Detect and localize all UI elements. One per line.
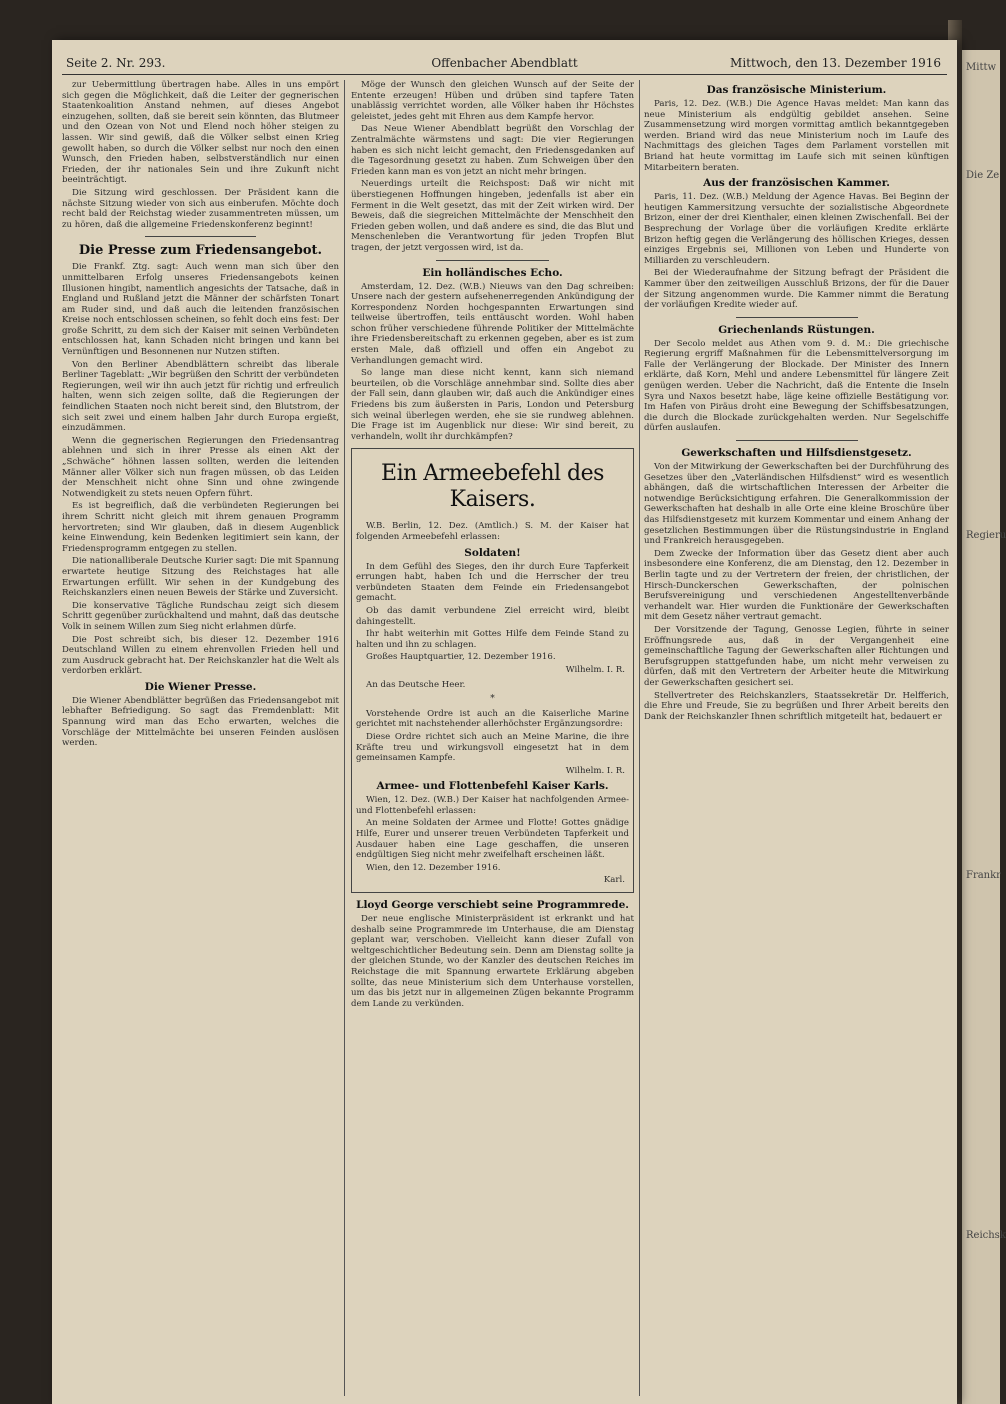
divider [736, 440, 858, 441]
article-paragraph: Bei der Wiederaufnahme der Sitzung befragt der Präsident die Kammer über den zeitweiligen Ausschluß Brizons, der für die Dauer der Sitzung angenommen wurde. Die Kammer nimmt die Beratung der vorläufigen Kredite wieder auf. [644, 268, 949, 311]
article-paragraph: Paris, 11. Dez. (W.B.) Meldung der Agence Havas. Bei Beginn der heutigen Kammersitzung versuchte der sozialistische Abgeordnete Brizon, einer der drei Kienthaler, einen kleinen Zwischenfall. Bei der Besprechung der Vorlage über die vorläufigen Kredite erklärte Brizon heftig gegen die Verlängerung des höllischen Krieges, dessen einziges Ergebnis sei, Millionen von Leben und Hunderte von Milliarden zu verschleudern. [644, 192, 949, 266]
article-paragraph: Die konservative Tägliche Rundschau zeigt sich diesem Schritt gegenüber zurückhaltend und mahnt, daß das deutsche Volk in seinem Willen zum Sieg nicht erlahmen dürfe. [62, 600, 339, 632]
newspaper-title: Offenbacher Abendblatt [431, 56, 578, 70]
article-paragraph: Möge der Wunsch den gleichen Wunsch auf der Seite der Entente erzeugen! Hüben und drüben sind tapfere Taten unablässig verrichtet worden, alle Völker haben ihr Höchstes geleistet, jedes geht mit Ehren aus dem Kampfe hervor. [351, 80, 634, 122]
article-paragraph: In dem Gefühl des Sieges, den ihr durch Eure Tapferkeit errungen habt, haben Ich und die Herrscher der treu verbündeten Staaten dem Feinde ein Friedensangebot gemacht. [356, 561, 629, 604]
article-paragraph: Neuerdings urteilt die Reichspost: Daß wir nicht mit überstiegenen Hoffnungen hingeben, jedenfalls ist aber ein Ferment in die Welt gesetzt, das mit der Zeit wirken wird. Der Beweis, daß die siegreichen Mittelmächte der Menschheit den Frieden geben wollen, und daß andere es sind, die das Blut und Menschenleben die Verantwortung für jeden Tropfen Blut tragen, der jetzt vergossen wird, ist da. [351, 179, 634, 253]
page-header [62, 54, 947, 75]
article-paragraph: Der neue englische Ministerpräsident ist erkrankt und hat deshalb seine Programmrede im Unterhause, die am Dienstag geplant war, verschoben. Vielleicht kann dieser Zufall von weltgeschichtlicher Bedeutung sein. Denn am Dienstag sollte ja der gleichen Stunde, wo der Kanzler des deutschen Reiches im Reichstage die mit Spannung erwartete Erklärung abgeben sollte, das neue Ministerium sich dem Unterhause vorstellen, um das bis jetzt nur in allgemeinen Zügen bekannte Programm dem Lande zu verkünden. [351, 914, 634, 1009]
adjacent-page-fragment: Die Ze [966, 170, 1000, 181]
adjacent-page-fragment: Reichsk [966, 1230, 1006, 1241]
adjacent-page-fragment: Mittw [966, 62, 997, 73]
signature-wilhelm: Wilhelm. I. R. [565, 664, 625, 675]
article-paragraph: Wenn die gegnerischen Regierungen den Friedensantrag ablehnen und sich in ihrer Presse als einen Akt der „Schwäche“ höhnen lassen sollten, werden die leitenden Männer aller Völker sich nun fragen müssen, ob das Leiden der Menschheit nicht ohne Sinn und ohne zwingende Notwendigkeit zu stets neuen Opfern führt. [62, 435, 339, 499]
article-paragraph: Die nationalliberale Deutsche Kurier sagt: Die mit Spannung erwartete heutige Sitzung des Reichstages hat alle Erwartungen erfüllt. Wir sehen in der Kundgebung des Reichskanzlers einen neuen Beweis der Stärke und Zuversicht. [62, 556, 339, 599]
article-paragraph: Die Frankf. Ztg. sagt: Auch wenn man sich über den unmittelbaren Erfolg unseres Friedensangebots keinen Illusionen hingibt, namentlich angesichts der Tatsache, daß in England und Rußland jetzt die Männer der schärfsten Tonart am Ruder sind, und daß auch die leitenden französischen Kreise noch entschlossen scheinen, so fehlt doch eins fest: Der große Schritt, zu dem sich der Kaiser mit seinen Verbündeten entschlossen hat, kann Schaden nicht bringen und kann bei Vernünftigen und Besonnenen nur Nutzen stiften. [62, 262, 339, 358]
armeebefehl-box [351, 448, 634, 893]
article-paragraph: Von der Mitwirkung der Gewerkschaften bei der Durchführung des Gesetzes über den „Vaterländischen Hilfsdienst“ wird es wesentlich abhängen, daß die wirtschaftlichen Interessen der Arbeiter die notwendige Berücksichtigung erfahren. Die Generalkommission der Gewerkschaften hat deshalb in alle Orte eine kleine Broschüre über das Hilfsdienstgesetz mit kurzem Kommentar und einem Anhang der gesetzlichen Bestimmungen über die Rüstungsindustrie in England und Frankreich herausgegeben. [644, 462, 949, 547]
column-1 [62, 80, 339, 1396]
article-paragraph: Diese Ordre richtet sich auch an Meine Marine, die ihre Kräfte treu und wirkungsvoll eingesetzt hat in dem gemeinsamen Kampfe. [356, 731, 629, 764]
article-paragraph: zur Uebermittlung übertragen habe. Alles in uns empört sich gegen die Möglichkeit, daß die Leiter der gegnerischen Staatenkoalition Anstand nehmen, auf dieses Angebot einzugehen, sollten, daß sie bereit sein könnten, das Blutmeer und den Ozean von Not und Elend noch höher steigen zu lassen. Wir sind gewiß, daß die Völker selbst einen Krieg gewollt haben, so durch die Völker selbst nur noch den einen Wunsch, den Frieden haben, selbstverständlich nur einen Frieden, der ihr nationales Sein und ihre Zukunft nicht beeinträchtigt. [62, 80, 339, 186]
dateline: Großes Hauptquartier, 12. Dezember 1916. [366, 652, 556, 663]
divider [736, 317, 858, 318]
newspaper-page [52, 40, 957, 1404]
headline-kaiser-karl: Armee- und Flottenbefehl Kaiser Karls. [376, 780, 609, 793]
headline-hollaendisches-echo: Ein holländisches Echo. [422, 266, 563, 279]
headline-griechenland: Griechenlands Rüstungen. [718, 323, 875, 336]
article-paragraph: Dem Zwecke der Information über das Gesetz dient aber auch insbesondere eine Konferenz, die am Dienstag, den 12. Dezember in Berlin tagte und zu der Vertretern der freien, der christlichen, der Hirsch-Dunckerschen Gewerkschaften, der polnischen Berufsvereinigung und verschiedenen Angestelltenverbände verhandelt war. Hier wurden die Funktionäre der Gewerkschaften mit dem Gesetz näher vertraut gemacht. [644, 548, 949, 623]
article-paragraph: Der Vorsitzende der Tagung, Genosse Legien, führte in seiner Eröffnungsrede aus, daß in der Vergangenheit eine gemeinschaftliche Tagung der Gewerkschaften aller Richtungen und Berufsgruppen stattgefunden habe, um nicht mehr verweisen zu dürfen, daß mit den Vertretern der Arbeiter heute die Mitwirkung der Gewerkschaften gesichert sei. [644, 624, 949, 688]
article-paragraph: Das Neue Wiener Abendblatt begrüßt den Vorschlag der Zentralmächte wärmstens und sagt: Die vier Regierungen haben es sich nicht leicht gemacht, den Friedensgedanken auf die Tagesordnung gesetzt zu haben. Zum Schweigen über den Frieden kann man es von jetzt an nicht mehr bringen. [351, 124, 634, 177]
headline-lloyd-george: Lloyd George verschiebt seine Programmrede. [356, 899, 629, 912]
adjacent-page-fragment: Frankr [966, 870, 1001, 881]
article-paragraph: Der Secolo meldet aus Athen vom 9. d. M.: Die griechische Regierung ergriff Maßnahmen für die Lebensmittelversorgung im Falle der Verlängerung der Blockade. Der Minister des Innern erklärte, daß Korn, Mehl und andere Lebensmittel für längere Zeit genügen werden. Ueber die Nachricht, daß die Entente die Inseln Syra und Naxos besetzt habe, läge keine offizielle Bestätigung vor. Im Hafen von Piräus droht eine Bewegung der Schiffsbesatzungen, die durch die Blockade zurückgehalten werden. Nur Segelschiffe dürfen auslaufen. [644, 338, 949, 434]
article-paragraph: Ihr habt weiterhin mit Gottes Hilfe dem Feinde Stand zu halten und ihn zu schlagen. [356, 629, 629, 650]
column-divider [344, 80, 345, 1396]
dateline: Wien, den 12. Dezember 1916. [366, 862, 501, 873]
adjacent-page-edge [962, 50, 1006, 1404]
signature-wilhelm: Wilhelm. I. R. [565, 765, 625, 776]
headline-gewerkschaften: Gewerkschaften und Hilfsdienstgesetz. [681, 447, 912, 460]
article-paragraph: So lange man diese nicht kennt, kann sich niemand beurteilen, ob die Vorschläge annehmbar sind. Sollte dies aber der Fall sein, dann glauben wir, daß auch die Ankündiger eines Friedens bis zum äußersten in Paris, London und Petersburg sich weinal überlegen werden, ehe sie sie rundweg ablehnen. Die Frage ist im Augenblick nur diese: Wir sind bereit, zu verhandeln, wollt ihr durchkämpfen? [351, 368, 634, 442]
article-paragraph: Vorstehende Ordre ist auch an die Kaiserliche Marine gerichtet mit nachstehender allerhöchster Ergänzungsordre: [356, 708, 629, 730]
article-paragraph: Amsterdam, 12. Dez. (W.B.) Nieuws van den Dag schreiben: Unsere nach der gestern aufsehenerregenden Ankündigung der Korrespondenz Norden hochgespannten Erwartungen sind teilweise übertroffen, teils enttäuscht worden. Wohl haben schon früher verschiedene führende Politiker der Mittelmächte ihre Friedensbereitschaft zu erkennen gegeben, aber es ist zum ersten Male, daß offiziell und offen ein Angebot zu Verhandlungen gemacht wird. [351, 281, 634, 366]
salutation: Soldaten! [464, 546, 521, 559]
article-paragraph: Die Post schreibt sich, bis dieser 12. Dezember 1916 Deutschland Willen zu einem ehrenvollen Frieden hell und zum Ausdruck gebracht hat. Der Reichskanzler hat die Welt als verdorben erklärt. [62, 634, 339, 677]
addressee: An das Deutsche Heer. [366, 679, 466, 690]
article-paragraph: Die Wiener Abendblätter begrüßen das Friedensangebot mit lebhafter Befriedigung. So sagt das Fremdenblatt: Mit Spannung wird man das Echo erwarten, welches die Vorschläge der Mittelmächte bei unseren Feinden auslösen werden. [62, 695, 339, 749]
article-paragraph: Ob das damit verbundene Ziel erreicht wird, bleibt dahingestellt. [356, 605, 629, 627]
signature-karl: Karl. [603, 875, 625, 886]
divider [436, 260, 549, 261]
article-paragraph: An meine Soldaten der Armee und Flotte! Gottes gnädige Hilfe, Eurer und unserer treuen Verbündeten Tapferkeit und Ausdauer haben eine Lage geschaffen, die unseren endgültigen Sieg nicht mehr zweifelhaft erscheinen läßt. [356, 818, 629, 861]
divider: * [490, 694, 495, 705]
column-3 [644, 80, 949, 1396]
divider [145, 236, 256, 237]
article-paragraph: Wien, 12. Dez. (W.B.) Der Kaiser hat nachfolgenden Armee- und Flottenbefehl erlassen: [356, 795, 629, 816]
column-2 [351, 80, 634, 1396]
article-paragraph: Die Sitzung wird geschlossen. Der Präsident kann die nächste Sitzung wieder von sich aus einberufen. Möchte doch recht bald der Reichstag wieder zusammentreten müssen, um zu hören, daß die allgemeine Friedenskonferenz beginnt! [62, 187, 339, 230]
headline-armeebefehl: Ein Armeebefehl des Kaisers. [381, 461, 604, 513]
article-paragraph: Von den Berliner Abendblättern schreibt das liberale Berliner Tageblatt: „Wir begrüßen den Schritt der verbündeten Regierungen, weil wir ihn auch jetzt für richtig und erfreulich halten, wenn sich zeigen sollte, daß die Regierungen der feindlichen Staaten noch nicht bereit sind, den Blutstrom, der sich seit zwei und einem halben Jahr durch Europa ergießt, einzudämmen. [62, 359, 339, 434]
article-paragraph: Stellvertreter des Reichskanzlers, Staatssekretär Dr. Helfferich, die Ehre und Freude, Sie zu begrüßen und Ihrer Arbeit bereits den Dank der Reichskanzler Ihnen schriftlich mitgeteilt hat, bedauert er [644, 690, 949, 722]
headline-wiener-presse: Die Wiener Presse. [144, 680, 257, 693]
adjacent-page-fragment: Regieru [966, 530, 1006, 541]
page-number: Seite 2. Nr. 293. [66, 56, 166, 70]
article-paragraph: Es ist begreiflich, daß die verbündeten Regierungen bei ihrem Schritt nicht gleich mit ihrem genauen Programm hervortreten; sind Wir glauben, daß in diesem Augenblick keine Einwendung, kein Bedenken legitimiert sein kann, der Friedensprogramm entgegen zu stellen. [62, 501, 339, 554]
headline-franzoesische-kammer: Aus der französischen Kammer. [703, 177, 890, 190]
column-divider [639, 80, 640, 1396]
article-paragraph: W.B. Berlin, 12. Dez. (Amtlich.) S. M. der Kaiser hat folgenden Armeebefehl erlassen: [356, 521, 629, 542]
issue-date: Mittwoch, den 13. Dezember 1916 [730, 56, 941, 70]
headline-franzoesisches-ministerium: Das französische Ministerium. [706, 84, 887, 96]
headline-presse: Die Presse zum Friedensangebot. [78, 243, 323, 259]
article-paragraph: Paris, 12. Dez. (W.B.) Die Agence Havas meldet: Man kann das neue Ministerium als endgültig gebildet ansehen. Seine Zusammensetzung wird morgen vormittag amtlich bekanntgegeben werden. Briand wird das neue Ministerium noch im Laufe des Nachmittags des gleichen Tages dem Parlament vorstellen mit Briand hat heute vormittag im Laufe sich mit seinen künftigen Mitarbeitern beraten. [644, 99, 949, 173]
